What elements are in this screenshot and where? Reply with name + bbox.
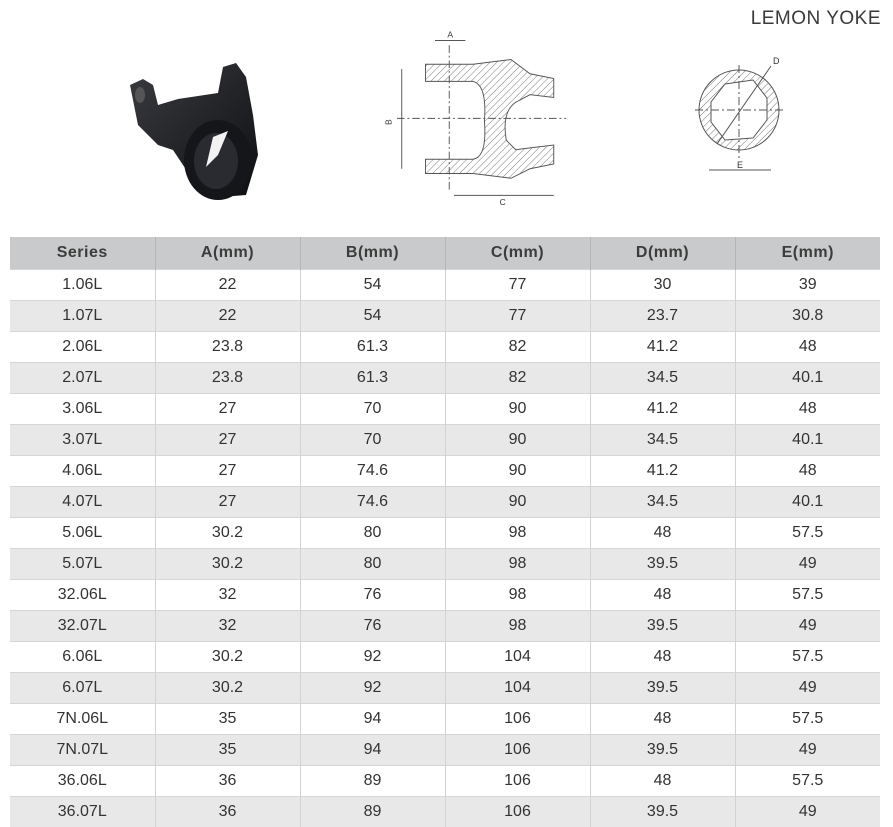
table-cell: 32.06L <box>10 580 155 611</box>
table-cell: 30.2 <box>155 518 300 549</box>
table-cell: 76 <box>300 580 445 611</box>
table-cell: 74.6 <box>300 487 445 518</box>
table-cell: 48 <box>735 456 880 487</box>
table-cell: 106 <box>445 704 590 735</box>
col-a: A(mm) <box>155 237 300 270</box>
table-cell: 32.07L <box>10 611 155 642</box>
table-cell: 30.2 <box>155 642 300 673</box>
table-cell: 48 <box>590 518 735 549</box>
table-row <box>10 704 880 735</box>
table-cell: 104 <box>445 673 590 704</box>
table-row <box>10 549 880 580</box>
table-cell: 90 <box>445 456 590 487</box>
table-cell: 70 <box>300 425 445 456</box>
table-cell: 48 <box>590 766 735 797</box>
table-cell: 80 <box>300 518 445 549</box>
label-e: E <box>737 160 743 170</box>
table-cell: 2.06L <box>10 332 155 363</box>
table-cell: 35 <box>155 704 300 735</box>
table-row <box>10 363 880 394</box>
label-a: A <box>447 30 453 40</box>
table-cell: 39.5 <box>590 797 735 827</box>
table-row <box>10 766 880 797</box>
table-row <box>10 270 880 301</box>
table-cell: 76 <box>300 611 445 642</box>
table-cell: 40.1 <box>735 487 880 518</box>
col-d: D(mm) <box>590 237 735 270</box>
table-cell: 1.07L <box>10 301 155 332</box>
table-cell: 30 <box>590 270 735 301</box>
col-c: C(mm) <box>445 237 590 270</box>
table-cell: 92 <box>300 642 445 673</box>
table-cell: 57.5 <box>735 580 880 611</box>
table-cell: 41.2 <box>590 456 735 487</box>
table-cell: 23.8 <box>155 363 300 394</box>
table-header-row <box>10 237 880 270</box>
table-cell: 5.07L <box>10 549 155 580</box>
table-cell: 82 <box>445 332 590 363</box>
table-cell: 36 <box>155 766 300 797</box>
table-cell: 36.07L <box>10 797 155 827</box>
table-cell: 57.5 <box>735 642 880 673</box>
table-cell: 27 <box>155 456 300 487</box>
table-cell: 57.5 <box>735 518 880 549</box>
table-row <box>10 673 880 704</box>
table-cell: 49 <box>735 673 880 704</box>
table-cell: 106 <box>445 735 590 766</box>
table-row <box>10 301 880 332</box>
table-cell: 54 <box>300 270 445 301</box>
table-cell: 34.5 <box>590 425 735 456</box>
table-cell: 6.06L <box>10 642 155 673</box>
yoke-cross-section-drawing <box>695 50 805 180</box>
table-row <box>10 518 880 549</box>
table-cell: 27 <box>155 487 300 518</box>
table-cell: 98 <box>445 549 590 580</box>
table-cell: 4.06L <box>10 456 155 487</box>
table-cell: 40.1 <box>735 363 880 394</box>
table-cell: 32 <box>155 580 300 611</box>
table-cell: 27 <box>155 394 300 425</box>
table-cell: 48 <box>735 394 880 425</box>
table-cell: 39 <box>735 270 880 301</box>
table-cell: 94 <box>300 735 445 766</box>
table-cell: 82 <box>445 363 590 394</box>
table-cell: 104 <box>445 642 590 673</box>
table-cell: 54 <box>300 301 445 332</box>
table-cell: 61.3 <box>300 332 445 363</box>
table-cell: 77 <box>445 270 590 301</box>
label-b: B <box>383 119 393 125</box>
table-row <box>10 642 880 673</box>
table-cell: 30.8 <box>735 301 880 332</box>
table-cell: 90 <box>445 425 590 456</box>
table-cell: 49 <box>735 611 880 642</box>
label-c: C <box>500 197 506 207</box>
table-cell: 98 <box>445 518 590 549</box>
table-cell: 61.3 <box>300 363 445 394</box>
col-series: Series <box>10 237 155 270</box>
lemon-yoke-photo <box>118 55 278 205</box>
table-cell: 98 <box>445 611 590 642</box>
table-cell: 3.06L <box>10 394 155 425</box>
table-cell: 94 <box>300 704 445 735</box>
table-cell: 90 <box>445 487 590 518</box>
table-cell: 23.8 <box>155 332 300 363</box>
table-row <box>10 332 880 363</box>
table-row <box>10 425 880 456</box>
table-row <box>10 797 880 827</box>
table-cell: 5.06L <box>10 518 155 549</box>
table-row <box>10 394 880 425</box>
table-cell: 7N.06L <box>10 704 155 735</box>
col-e: E(mm) <box>735 237 880 270</box>
table-cell: 3.07L <box>10 425 155 456</box>
table-cell: 89 <box>300 766 445 797</box>
table-cell: 57.5 <box>735 704 880 735</box>
table-cell: 90 <box>445 394 590 425</box>
table-cell: 77 <box>445 301 590 332</box>
table-cell: 34.5 <box>590 363 735 394</box>
table-cell: 22 <box>155 301 300 332</box>
table-cell: 36 <box>155 797 300 827</box>
yoke-side-section-drawing <box>378 24 568 209</box>
table-cell: 30.2 <box>155 549 300 580</box>
table-cell: 23.7 <box>590 301 735 332</box>
table-cell: 49 <box>735 549 880 580</box>
table-row <box>10 580 880 611</box>
table-cell: 48 <box>735 332 880 363</box>
table-cell: 39.5 <box>590 611 735 642</box>
table-cell: 2.07L <box>10 363 155 394</box>
table-cell: 6.07L <box>10 673 155 704</box>
table-cell: 39.5 <box>590 673 735 704</box>
table-cell: 49 <box>735 797 880 827</box>
table-cell: 1.06L <box>10 270 155 301</box>
table-cell: 57.5 <box>735 766 880 797</box>
table-cell: 49 <box>735 735 880 766</box>
table-row <box>10 456 880 487</box>
table-cell: 106 <box>445 797 590 827</box>
table-cell: 98 <box>445 580 590 611</box>
page-title: LEMON YOKE <box>751 8 881 30</box>
table-cell: 22 <box>155 270 300 301</box>
table-cell: 92 <box>300 673 445 704</box>
table-cell: 41.2 <box>590 394 735 425</box>
table-row <box>10 487 880 518</box>
table-cell: 39.5 <box>590 735 735 766</box>
table-cell: 74.6 <box>300 456 445 487</box>
table-cell: 39.5 <box>590 549 735 580</box>
table-row <box>10 611 880 642</box>
table-cell: 27 <box>155 425 300 456</box>
label-d: D <box>773 56 780 66</box>
table-cell: 32 <box>155 611 300 642</box>
table-cell: 4.07L <box>10 487 155 518</box>
table-cell: 48 <box>590 580 735 611</box>
table-cell: 35 <box>155 735 300 766</box>
table-cell: 80 <box>300 549 445 580</box>
spec-table <box>10 237 880 827</box>
table-cell: 36.06L <box>10 766 155 797</box>
table-row <box>10 735 880 766</box>
table-cell: 106 <box>445 766 590 797</box>
table-cell: 40.1 <box>735 425 880 456</box>
table-cell: 7N.07L <box>10 735 155 766</box>
table-cell: 34.5 <box>590 487 735 518</box>
table-cell: 41.2 <box>590 332 735 363</box>
table-cell: 48 <box>590 642 735 673</box>
col-b: B(mm) <box>300 237 445 270</box>
table-cell: 30.2 <box>155 673 300 704</box>
table-cell: 89 <box>300 797 445 827</box>
table-cell: 48 <box>590 704 735 735</box>
table-cell: 70 <box>300 394 445 425</box>
